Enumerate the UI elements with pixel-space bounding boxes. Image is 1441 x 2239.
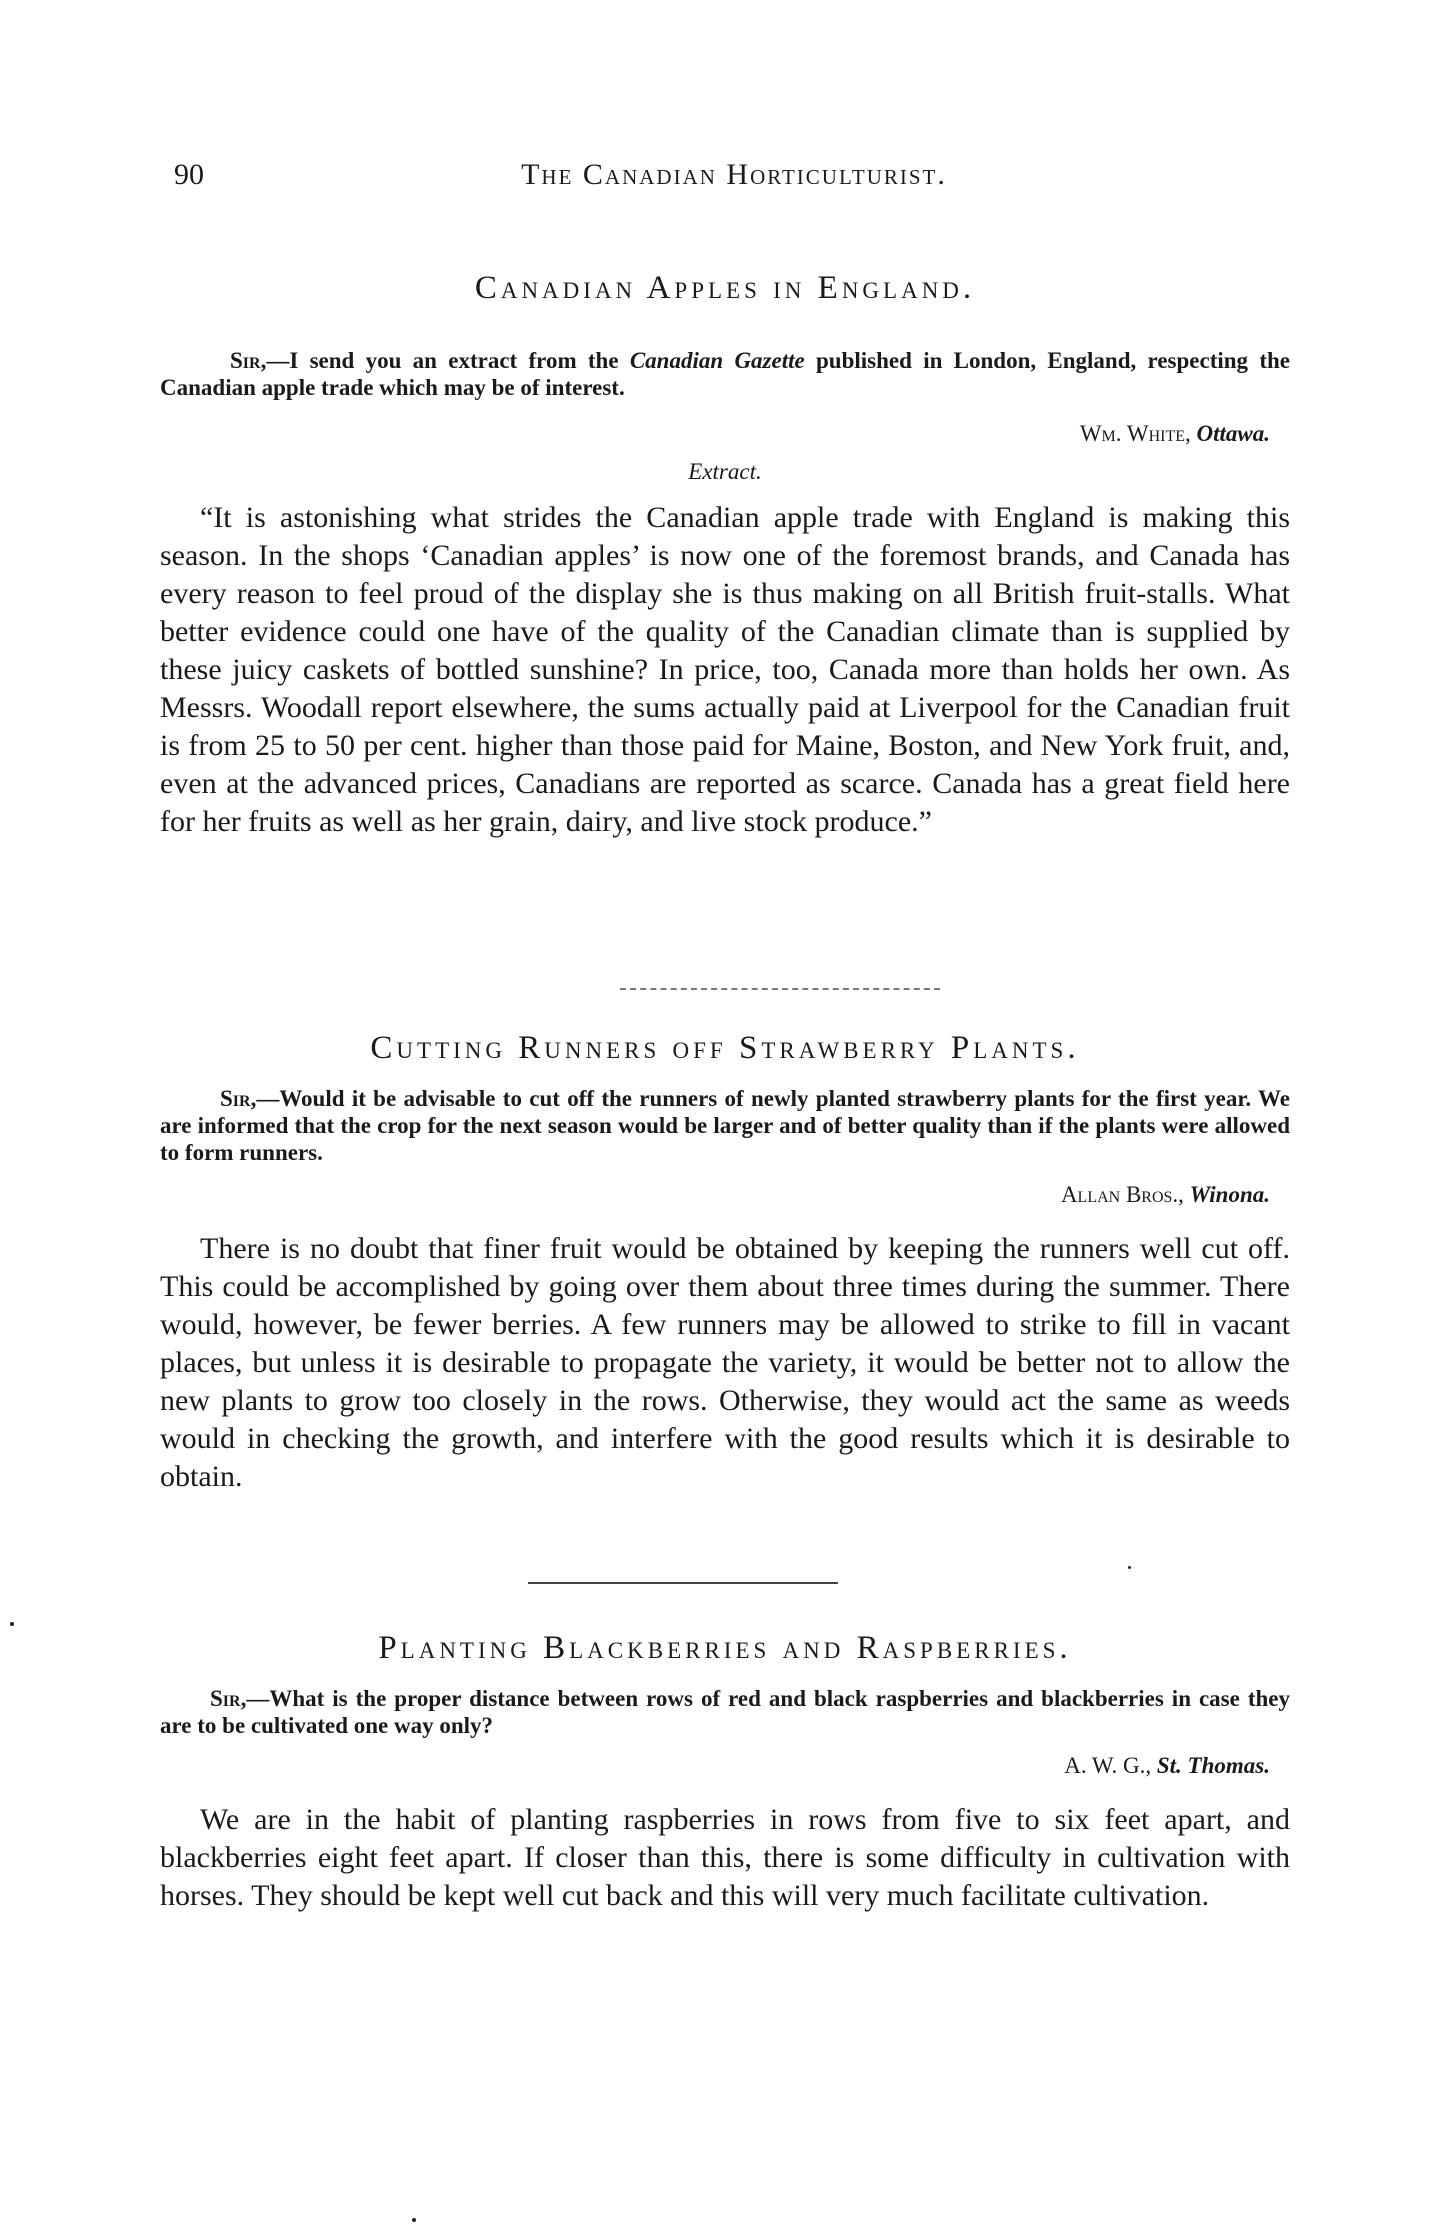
- signature-name: A. W. G.,: [1064, 1753, 1152, 1778]
- letter-text: —What is the proper distance between rows of red and black raspberries and blackberries in case they are to be cultivated one way only?: [160, 1686, 1290, 1738]
- letter-salutation: Sir,: [230, 348, 267, 373]
- running-title: The Canadian Horticulturist.: [521, 158, 947, 191]
- letter-signature: [160, 1753, 1290, 1779]
- scan-speck: [1128, 1566, 1131, 1569]
- extract-label: Extract.: [688, 459, 762, 484]
- section-divider: [620, 988, 940, 990]
- letter-to-editor: [160, 1685, 1290, 1739]
- letter-to-editor: [160, 347, 1290, 401]
- signature-name: Allan Bros.,: [1060, 1182, 1184, 1207]
- signature-name: Wm. White,: [1079, 421, 1191, 446]
- page-number: 90: [174, 158, 204, 191]
- publication-name: Canadian Gazette: [629, 348, 805, 373]
- running-header: [174, 158, 1294, 198]
- letter-text-pre: —I send you an extract from the: [266, 348, 630, 373]
- article-body: We are in the habit of planting raspberries in rows from five to six feet apart, and blackberries eight feet apart. If closer than this, there is some difficulty in cultivation with horses. They should be kept well cut back and this will very much facilitate cultivation.: [160, 1803, 1290, 1912]
- letter-to-editor: [160, 1085, 1290, 1166]
- scan-speck: [412, 2218, 416, 2222]
- article-body: There is no doubt that finer fruit would be obtained by keeping the runners well cut off. This could be accomplished by going over them about three times during the summer. There would, however, be fewer berries. A few runners may be allowed to strike to fill in vacant places, but unless it is desirable to propagate the variety, it would be better not to allow the new plants to grow too closely in the rows. Otherwise, they would act the same as weeds would in checking the growth, and interfere with the good results which it is desirable to obtain.: [160, 1232, 1290, 1493]
- article-title: Planting Blackberries and Raspberries.: [378, 1630, 1072, 1666]
- article-blackberries-raspberries: [160, 1630, 1290, 1915]
- letter-signature: [160, 1182, 1290, 1208]
- letter-signature: [160, 421, 1290, 447]
- article-title: Canadian Apples in England.: [474, 270, 976, 306]
- article-strawberry-runners: [160, 1030, 1290, 1496]
- article-canadian-apples: [160, 270, 1290, 841]
- scan-speck: [10, 1622, 14, 1626]
- article-title: Cutting Runners off Strawberry Plants.: [370, 1030, 1080, 1066]
- article-body: “It is astonishing what strides the Canadian apple trade with England is making this season. In the shops ‘Canadian apples’ is now one of the foremost brands, and Canada has every reason to feel proud of the display she is thus making on all British fruit-stalls. What better evidence could one have of the quality of the Canadian climate than is supplied by these juicy caskets of bottled sunshine? In price, too, Canada more than holds her own. As Messrs. Woodall report elsewhere, the sums actually paid at Liverpool for the Canadian fruit is from 25 to 50 per cent. higher than those paid for Maine, Boston, and New York fruit, and, even at the advanced prices, Canadians are reported as scarce. Canada has a great field here for her fruits as well as her grain, dairy, and live stock produce.”: [160, 501, 1290, 838]
- signature-place: St. Thomas.: [1156, 1753, 1270, 1778]
- letter-text: —Would it be advisable to cut off the runners of newly planted strawberry plants for the first year. We are informed that the crop for the next season would be larger and of better quality than if the plants were allowed to form runners.: [160, 1086, 1290, 1165]
- signature-place: Ottawa.: [1196, 421, 1270, 446]
- letter-salutation: Sir,: [210, 1686, 247, 1711]
- signature-place: Winona.: [1189, 1182, 1270, 1207]
- letter-salutation: Sir,: [220, 1086, 257, 1111]
- section-divider: [528, 1582, 838, 1584]
- letter-text-post: published in London, England, respecting the Canadian apple trade which may be of interest.: [160, 348, 1291, 400]
